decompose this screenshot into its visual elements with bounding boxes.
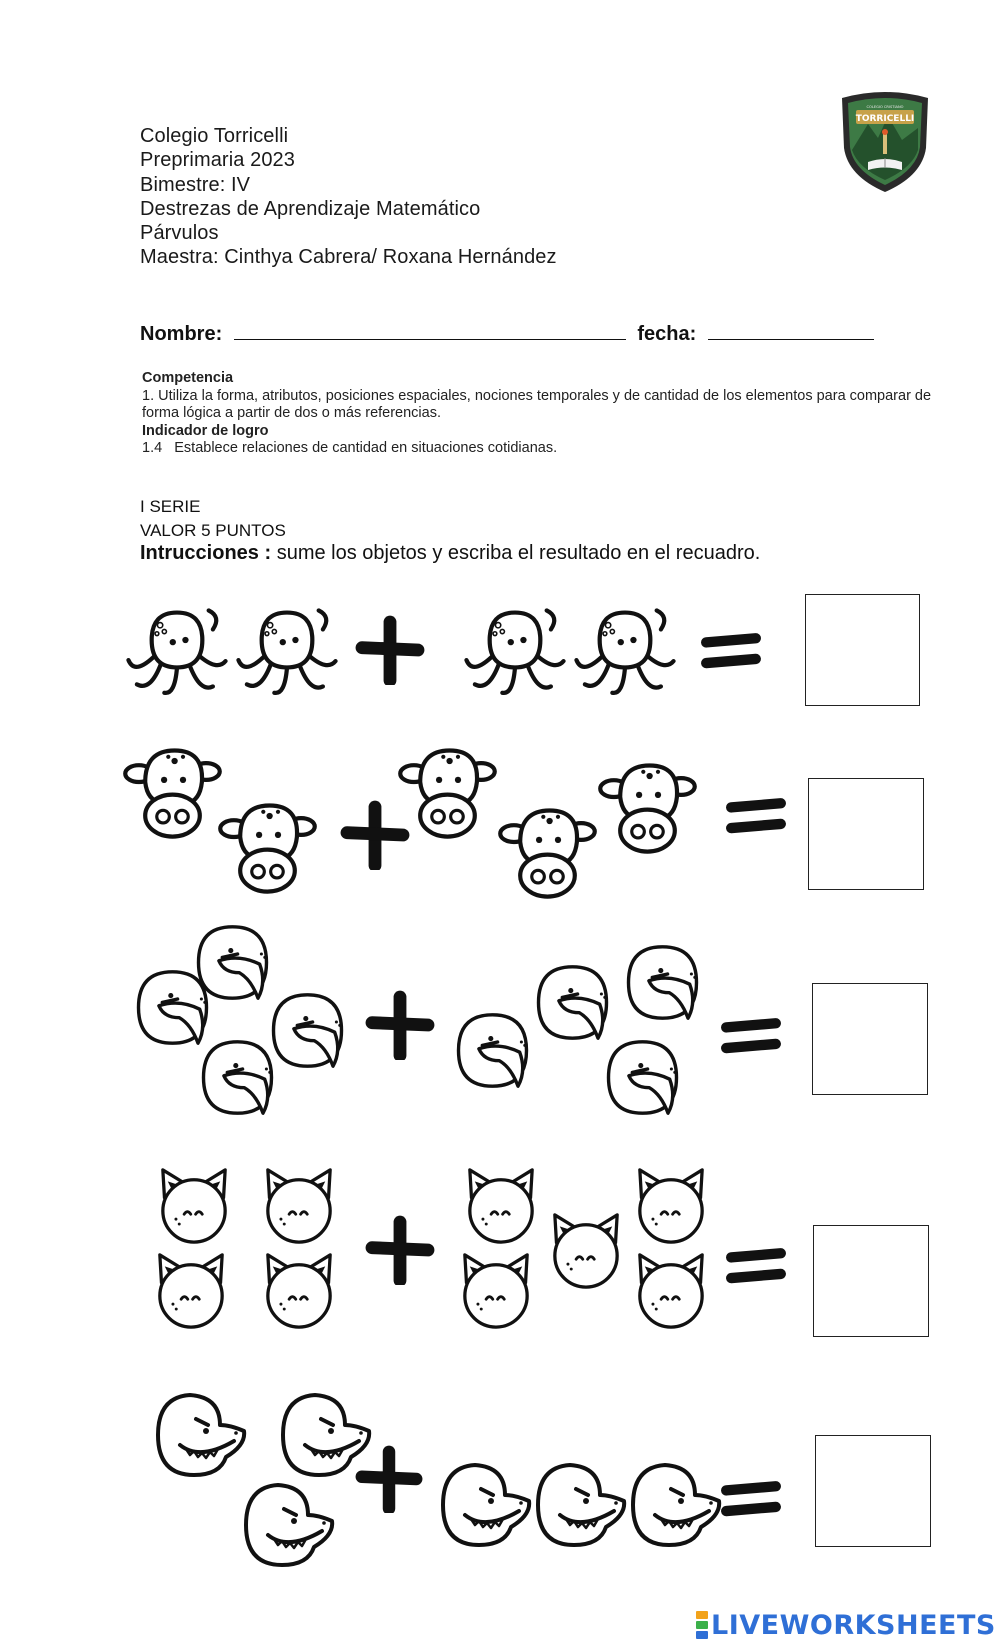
date-label: fecha: <box>637 323 697 345</box>
school-level: Preprimaria 2023 <box>140 149 296 172</box>
plus-icon <box>355 1445 423 1518</box>
octopus-right-icon <box>460 602 570 702</box>
answer-box[interactable] <box>812 983 928 1095</box>
term: Bimestre: IV <box>140 173 251 196</box>
cat-right-icon <box>630 1165 712 1252</box>
serie-value: VALOR 5 PUNTOS <box>140 521 286 540</box>
serie-block <box>140 495 286 543</box>
plus-icon <box>355 615 425 690</box>
name-field[interactable] <box>234 321 626 340</box>
cow-left-icon <box>215 795 320 905</box>
dino-left-icon <box>238 1475 338 1580</box>
date-field[interactable] <box>708 321 874 340</box>
cow-right-icon <box>595 755 700 865</box>
logo-text-top: COLEGIO CRISTIANO <box>866 105 904 109</box>
subject: Destrezas de Aprendizaje Matemático <box>140 197 481 220</box>
equals-icon <box>720 1015 782 1063</box>
answer-box[interactable] <box>805 594 920 706</box>
competencia-block <box>142 370 942 458</box>
cat-right-icon <box>460 1165 542 1252</box>
dino-right-icon <box>435 1455 535 1560</box>
octopus-left-icon <box>232 602 342 702</box>
serie-title: I SERIE <box>140 497 201 516</box>
name-date-line <box>140 321 874 346</box>
teacher: Maestra: Cinthya Cabrera/ Roxana Hernández <box>140 246 557 269</box>
answer-box[interactable] <box>813 1225 929 1337</box>
school-shield-logo <box>838 90 932 194</box>
equals-icon <box>725 795 787 843</box>
cat-left-icon <box>258 1165 340 1252</box>
cat-right-icon <box>630 1250 712 1337</box>
exercise-row-dino <box>0 1385 1000 1565</box>
brand-text: LIVEWORKSHEETS <box>711 1609 996 1641</box>
equals-icon <box>720 1478 782 1526</box>
header-block <box>140 124 557 270</box>
competencia-title: Competencia <box>142 370 234 386</box>
dino-right-icon <box>625 1455 725 1560</box>
bird-left-icon <box>195 1030 280 1130</box>
bird-right-icon <box>450 1003 535 1103</box>
logo-text-main: TORRICELLI <box>855 114 915 124</box>
cat-left-icon <box>150 1250 232 1337</box>
instructions <box>140 542 760 565</box>
liveworksheets-brand <box>696 1610 996 1640</box>
indicator-title: Indicador de logro <box>142 422 269 439</box>
indicator-text: 1.4 Establece relaciones de cantidad en situaciones cotidianas. <box>142 440 558 456</box>
name-label: Nombre: <box>140 323 223 345</box>
bird-right-icon <box>620 935 705 1035</box>
dino-right-icon <box>530 1455 630 1560</box>
exercise-row-cat <box>0 1165 1000 1345</box>
equals-icon <box>725 1245 787 1293</box>
competencia-text: 1. Utiliza la forma, atributos, posiciones espaciales, nociones temporales y de cantidad de los elementos para comparar de forma lógica a partir de dos o más referencias. <box>142 387 932 421</box>
cat-left-icon <box>153 1165 235 1252</box>
instructions-label: Intrucciones : <box>140 542 272 564</box>
exercise-row-cow <box>0 740 1000 910</box>
cat-right-icon <box>545 1210 627 1297</box>
cow-left-icon <box>120 740 225 850</box>
plus-icon <box>365 990 435 1065</box>
answer-box[interactable] <box>808 778 924 890</box>
bird-right-icon <box>600 1030 685 1130</box>
school-name: Colegio Torricelli <box>140 125 289 147</box>
octopus-right-icon <box>570 602 680 702</box>
octopus-left-icon <box>122 602 232 702</box>
cow-right-icon <box>395 740 500 850</box>
bird-left-icon <box>190 915 275 1015</box>
cat-right-icon <box>455 1250 537 1337</box>
instructions-text: sume los objetos y escriba el resultado en el recuadro. <box>271 542 761 564</box>
exercise-row-bird <box>0 915 1000 1115</box>
equals-icon <box>700 630 762 678</box>
liveworksheets-logo-icon <box>696 1610 708 1640</box>
exercise-row-octopus <box>0 590 1000 720</box>
plus-icon <box>365 1215 435 1290</box>
cow-right-icon <box>495 800 600 910</box>
grade: Párvulos <box>140 222 219 245</box>
answer-box[interactable] <box>815 1435 931 1547</box>
dino-left-icon <box>150 1385 250 1490</box>
cat-left-icon <box>258 1250 340 1337</box>
